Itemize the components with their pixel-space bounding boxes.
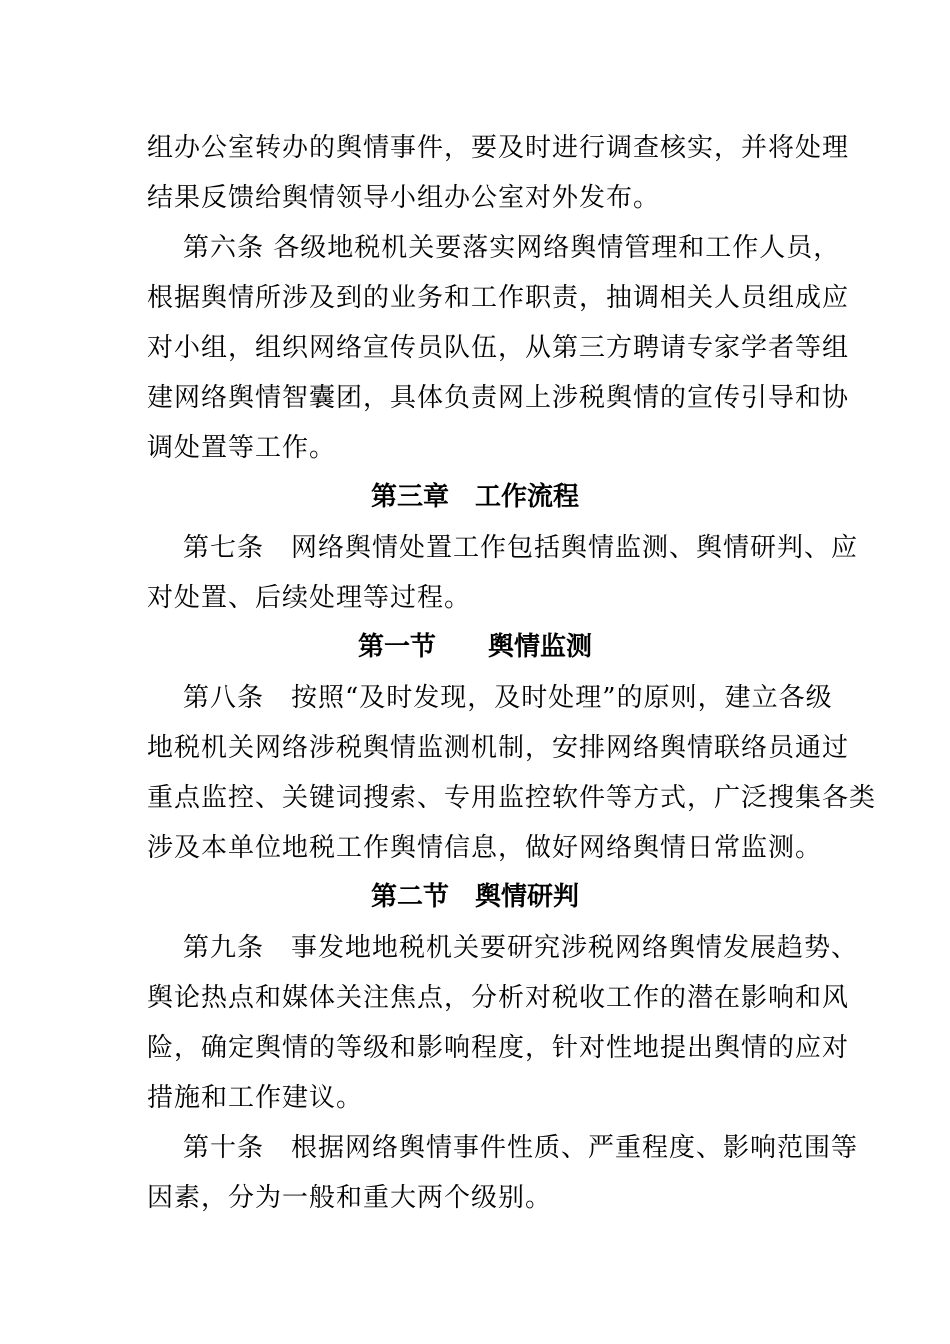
section-heading: 第一节 舆情监测 (357, 632, 592, 662)
article-9-line: 第九条 事发地地税机关要研究涉税网络舆情发展趋势、 (183, 933, 859, 963)
paragraph-line: 对处置、后续处理等过程。 (147, 583, 472, 613)
paragraph-line: 险，确定舆情的等级和影响程度，针对性地提出舆情的应对 (147, 1033, 850, 1063)
paragraph-line: 建网络舆情智囊团，具体负责网上涉税舆情的宣传引导和协 (147, 383, 850, 413)
paragraph-line: 对小组，组织网络宣传员队伍，从第三方聘请专家学者等组 (147, 333, 850, 363)
article-7-line: 第七条 网络舆情处置工作包括舆情监测、舆情研判、应 (183, 533, 859, 563)
paragraph-line: 根据舆情所涉及到的业务和工作职责，抽调相关人员组成应 (147, 283, 850, 313)
paragraph-line: 重点监控、关键词搜索、专用监控软件等方式，广泛搜集各类 (147, 783, 877, 813)
paragraph-line: 措施和工作建议。 (147, 1083, 364, 1113)
paragraph-line: 结果反馈给舆情领导小组办公室对外发布。 (147, 183, 661, 213)
section-heading: 第二节 舆情研判 (370, 882, 579, 912)
paragraph-line: 涉及本单位地税工作舆情信息，做好网络舆情日常监测。 (147, 833, 823, 863)
paragraph-line: 调处置等工作。 (147, 433, 337, 463)
paragraph-line: 因素，分为一般和重大两个级别。 (147, 1183, 553, 1213)
paragraph-line: 地税机关网络涉税舆情监测机制，安排网络舆情联络员通过 (147, 733, 850, 763)
paragraph-line: 组办公室转办的舆情事件，要及时进行调查核实，并将处理 (147, 133, 850, 163)
chapter-heading: 第三章 工作流程 (370, 482, 579, 512)
paragraph-line: 舆论热点和媒体关注焦点，分析对税收工作的潜在影响和风 (147, 983, 850, 1013)
article-8-line: 第八条 按照“及时发现，及时处理”的原则，建立各级 (183, 683, 833, 713)
article-6-line: 第六条 各级地税机关要落实网络舆情管理和工作人员， (183, 233, 841, 263)
article-10-line: 第十条 根据网络舆情事件性质、严重程度、影响范围等 (183, 1133, 859, 1163)
